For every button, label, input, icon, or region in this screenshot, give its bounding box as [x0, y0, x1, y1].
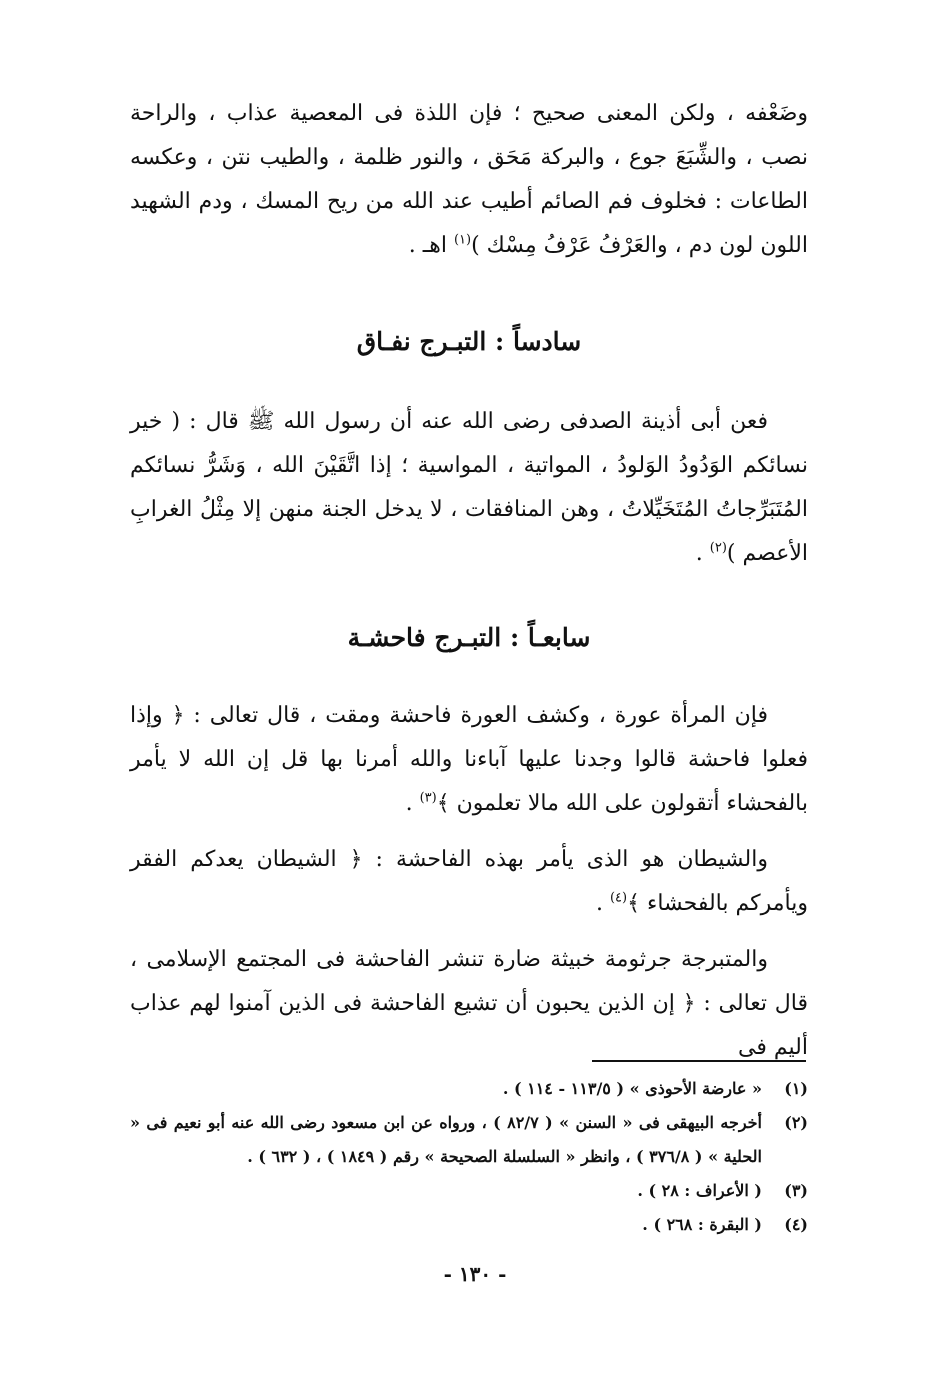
- paragraph-5: [130, 938, 808, 1070]
- footnote-ref-4[interactable]: (٤): [609, 890, 628, 906]
- footnotes: [130, 1072, 808, 1242]
- footnote-text: « عارضة الأحوذى » ( ١١٣/٥ - ١١٤ ) .: [502, 1079, 762, 1098]
- footnote-1: [130, 1072, 808, 1106]
- footnote-2: [130, 1106, 808, 1174]
- footnote-number: (٤): [784, 1215, 808, 1234]
- footnote-text: ( الأعراف : ٢٨ ) .: [637, 1181, 762, 1200]
- footnote-number: (٣): [784, 1181, 808, 1200]
- paragraph-2-end: .: [695, 541, 710, 566]
- section-heading-6: سادساً : التبـرج نفـاق: [356, 327, 582, 356]
- paragraph-4-end: .: [595, 891, 610, 916]
- footnote-3: [130, 1174, 808, 1208]
- footnote-ref-2[interactable]: (٢): [709, 540, 727, 556]
- footnote-text: ( البقرة : ٢٦٨ ) .: [642, 1215, 762, 1234]
- paragraph-4-text: والشيطان هو الذى يأمر بهذه الفاحشة : ﴿ الشيطان يعدكم الفقر ويأمركم بالفحشاء ﴾: [130, 847, 808, 916]
- paragraph-2: [130, 400, 808, 576]
- footnote-number: (٢): [784, 1113, 808, 1132]
- paragraph-2-text: فعن أبى أذينة الصدفى رضى الله عنه أن رسول الله ﷺ قال : ( خير نسائكم الوَدُودُ الوَلودُ ، المواتية ، المواسية ؛ إذا اتَّقَيْنَ الله ، وَشَرُّ نسائكم المُتَبَرِّجاتُ المُتَخَيِّلاتُ ، وهن المنافقات ، لا يدخل الجنة منهن إلا مِثْلُ الغرابِ الأعصم ): [130, 409, 808, 566]
- paragraph-3: [130, 694, 808, 826]
- footnote-4: [130, 1208, 808, 1242]
- paragraph-1-end: اهـ .: [408, 233, 454, 258]
- footnote-divider: [592, 1060, 806, 1062]
- paragraph-1: [130, 92, 808, 268]
- paragraph-1-text: وضَعْفه ، ولكن المعنى صحيح ؛ فإن اللذة فى المعصية عذاب ، والراحة نصب ، والشِّبَعَ جوع ، والبركة مَحَق ، والنور ظلمة ، والطيب نتن ، وعكسه الطاعات : فخلوف فم الصائم أطيب عند الله من ريح المسك ، ودم الشهيد اللون لون دم ، والعَرْفُ عَرْفُ مِسْك ): [130, 101, 808, 258]
- footnote-ref-1[interactable]: (١): [453, 232, 472, 248]
- page-number: - ١٣٠ -: [443, 1262, 507, 1286]
- footnote-text: أخرجه البيهقى فى « السنن » ( ٨٢/٧ ) ، ورواه عن ابن مسعود رضى الله عنه أبو نعيم فى « الحلية » ( ٣٧٦/٨ ) ، وانظر « السلسلة الصحيحة » رقم ( ١٨٤٩ ) ، ( ٦٣٢ ) .: [130, 1113, 763, 1166]
- footnote-ref-3[interactable]: (٣): [419, 790, 437, 806]
- paragraph-3-text: فإن المرأة عورة ، وكشف العورة فاحشة ومقت ، قال تعالى : ﴿ وإذا فعلوا فاحشة قالوا وجدنا عليها آباءنا والله أمرنا بها قل إن الله لا يأمر بالفحشاء أتقولون على الله مالا تعلمون ﴾: [130, 703, 808, 816]
- section-heading-7: سابعـاً : التبـرج فاحشـة: [347, 623, 591, 652]
- paragraph-4: [130, 838, 808, 926]
- paragraph-3-end: .: [405, 791, 420, 816]
- paragraph-5-text: والمتبرجة جرثومة خبيثة ضارة تنشر الفاحشة فى المجتمع الإسلامى ، قال تعالى : ﴿ إن الذين يحبون أن تشيع الفاحشة فى الذين آمنوا لهم عذاب أليم فى: [130, 947, 808, 1060]
- page-body: [130, 92, 808, 1070]
- footnote-number: (١): [784, 1079, 808, 1098]
